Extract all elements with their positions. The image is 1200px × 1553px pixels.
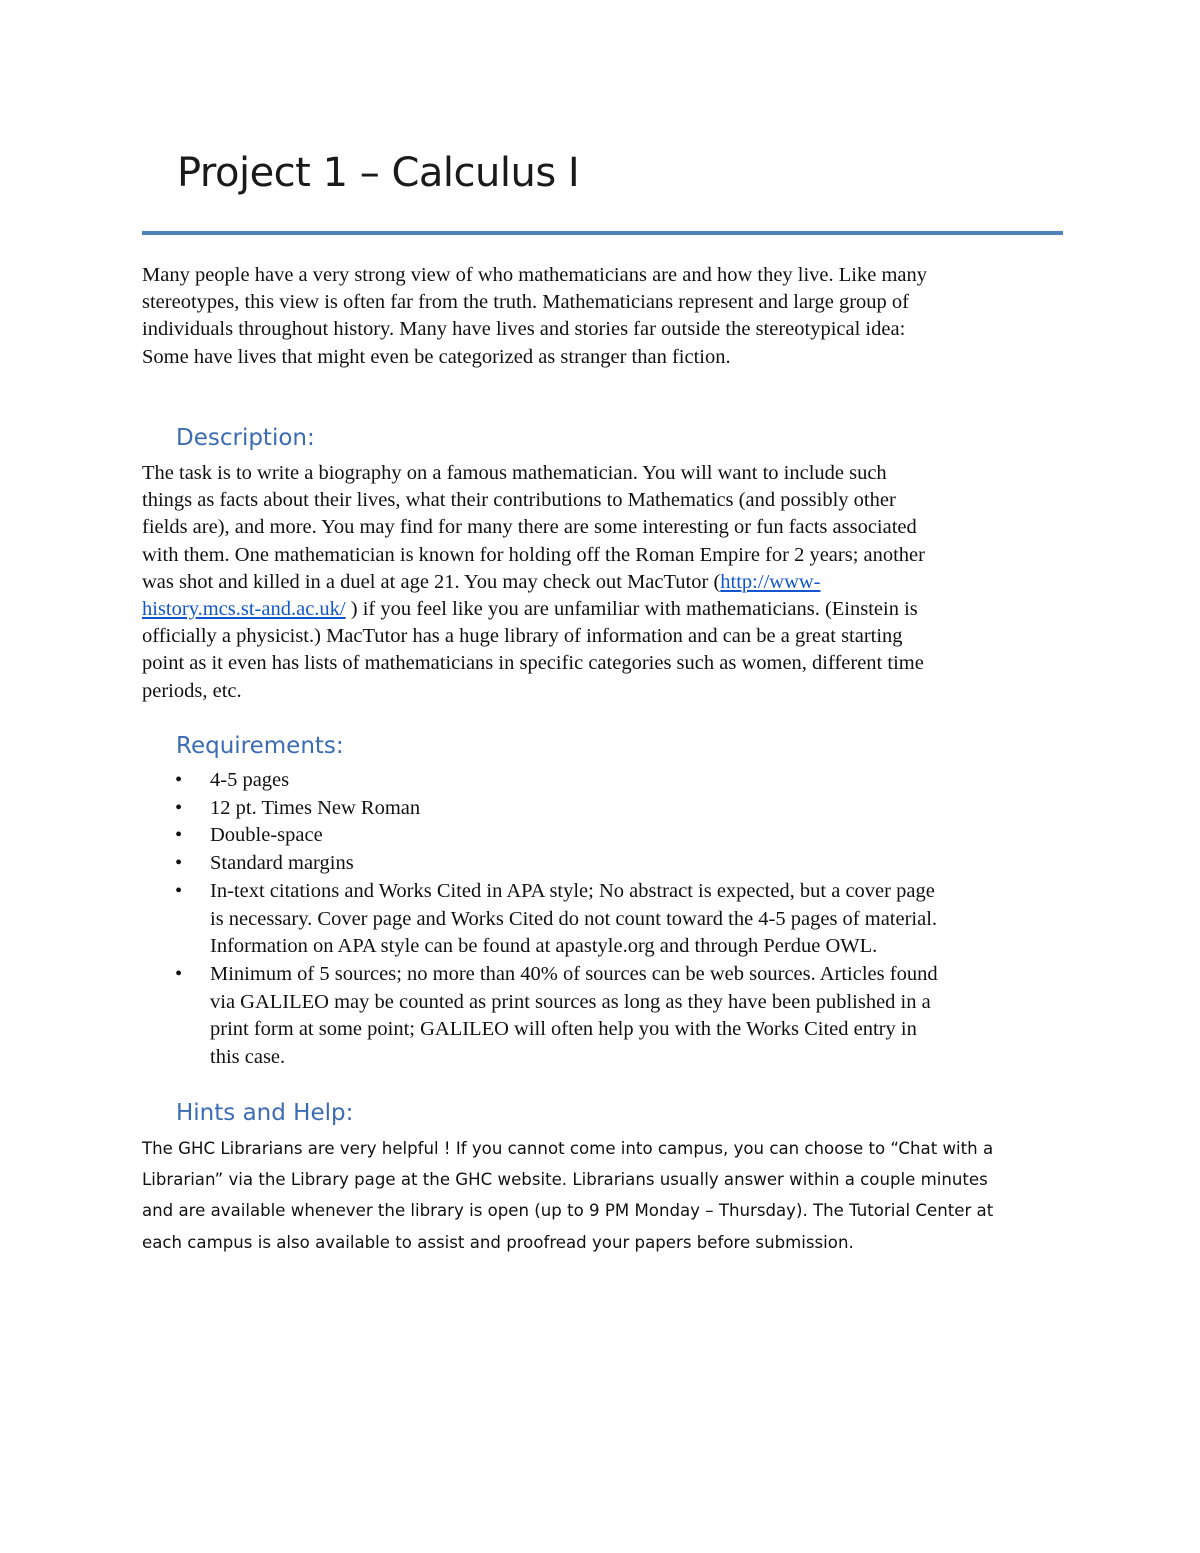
requirement-text: In-text citations and Works Cited in APA style; No abstract is expected, but a cover page bbox=[210, 879, 935, 902]
page-title: Project 1 – Calculus I bbox=[177, 150, 580, 196]
requirement-text: via GALILEO may be counted as print sources as long as they have been published in a bbox=[210, 990, 931, 1013]
description-line: periods, etc. bbox=[142, 679, 242, 702]
requirement-text: Double-space bbox=[210, 824, 323, 847]
bullet-icon: • bbox=[175, 879, 183, 902]
requirement-text: print form at some point; GALILEO will often help you with the Works Cited entry in bbox=[210, 1018, 917, 1041]
list-item bbox=[142, 850, 1067, 878]
list-item bbox=[142, 961, 1067, 1072]
bullet-icon: • bbox=[175, 769, 183, 791]
description-line: fields are), and more. You may find for many there are some interesting or fun facts associated bbox=[142, 516, 917, 539]
list-item bbox=[142, 795, 1067, 823]
hints-heading: Hints and Help: bbox=[176, 1100, 354, 1126]
list-item bbox=[142, 822, 1067, 850]
title-underline-rule bbox=[142, 231, 1063, 235]
description-line bbox=[142, 569, 1067, 596]
requirement-text: 12 pt. Times New Roman bbox=[210, 796, 421, 819]
requirement-text: Standard margins bbox=[210, 852, 354, 875]
bullet-icon: • bbox=[175, 852, 183, 875]
list-item bbox=[142, 767, 1067, 795]
intro-line: individuals throughout history. Many have lives and stories far outside the stereotypical idea: bbox=[142, 318, 906, 341]
hints-paragraph bbox=[142, 1133, 1067, 1258]
description-line bbox=[142, 596, 1067, 623]
hints-line: The GHC Librarians are very helpful ! If you cannot come into campus, you can choose to “Chat with a bbox=[142, 1139, 994, 1158]
mactutor-link-part1[interactable]: http://www- bbox=[720, 570, 821, 593]
requirements-list bbox=[142, 767, 1067, 1072]
description-text: was shot and killed in a duel at age 21. You may check out MacTutor ( bbox=[142, 570, 721, 593]
hints-line: and are available whenever the library is open (up to 9 PM Monday – Thursday). The Tutorial Center at bbox=[142, 1201, 994, 1221]
intro-paragraph bbox=[142, 262, 1067, 371]
description-text: ) if you feel like you are unfamiliar with mathematicians. (Einstein is bbox=[345, 598, 918, 621]
intro-line: stereotypes, this view is often far from the truth. Mathematicians represent and large group of bbox=[142, 291, 909, 314]
requirement-text: Information on APA style can be found at apastyle.org and through Perdue OWL. bbox=[210, 935, 878, 958]
bullet-icon: • bbox=[175, 962, 183, 985]
list-item bbox=[142, 878, 1067, 961]
intro-line: Some have lives that might even be categorized as stranger than fiction. bbox=[142, 345, 731, 368]
description-line: with them. One mathematician is known for holding off the Roman Empire for 2 years; another bbox=[142, 543, 925, 566]
requirement-text: is necessary. Cover page and Works Cited do not count toward the 4-5 pages of material. bbox=[210, 907, 938, 930]
hints-line: each campus is also available to assist and proofread your papers before submission. bbox=[142, 1232, 854, 1252]
mactutor-link-part2[interactable]: history.mcs.st-and.ac.uk/ bbox=[142, 598, 346, 621]
bullet-icon: • bbox=[175, 796, 183, 819]
description-heading: Description: bbox=[176, 425, 315, 451]
requirement-text: this case. bbox=[210, 1046, 286, 1069]
requirement-text: 4-5 pages bbox=[210, 769, 290, 791]
bullet-icon: • bbox=[175, 824, 183, 847]
description-paragraph bbox=[142, 460, 1067, 705]
requirement-text: Minimum of 5 sources; no more than 40% of sources can be web sources. Articles found bbox=[210, 962, 938, 985]
hints-line: Librarian” via the Library page at the GHC website. Librarians usually answer within a couple minutes bbox=[142, 1170, 988, 1190]
description-line: point as it even has lists of mathematicians in specific categories such as women, different time bbox=[142, 652, 924, 675]
requirements-heading: Requirements: bbox=[176, 733, 344, 759]
description-line: officially a physicist.) MacTutor has a huge library of information and can be a great starting bbox=[142, 625, 903, 648]
description-line: things as facts about their lives, what their contributions to Mathematics (and possibly other bbox=[142, 489, 896, 512]
description-line: The task is to write a biography on a famous mathematician. You will want to include such bbox=[142, 462, 887, 484]
intro-line: Many people have a very strong view of who mathematicians are and how they live. Like many bbox=[142, 264, 928, 286]
